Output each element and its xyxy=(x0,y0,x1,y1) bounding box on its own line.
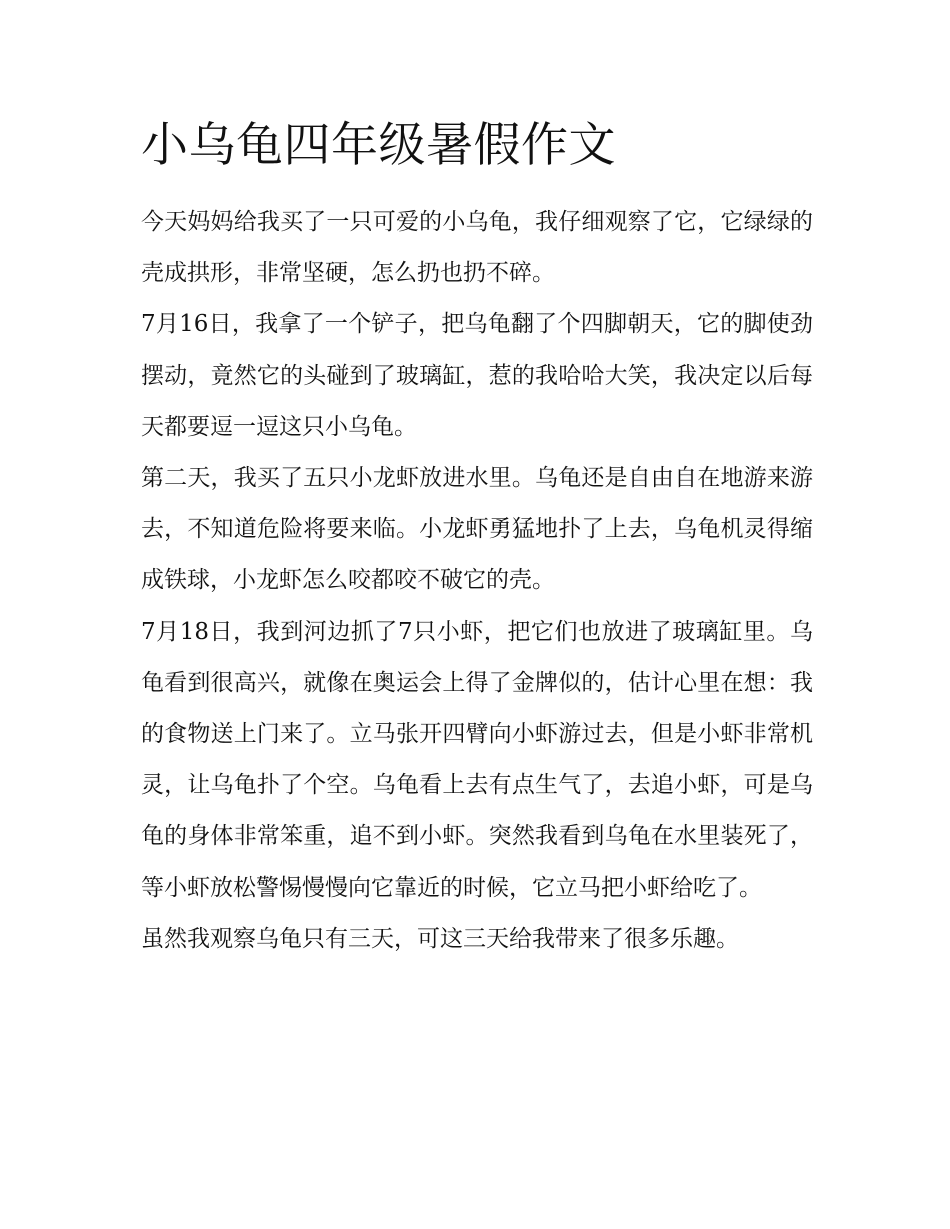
paragraph-2: 7月16日，我拿了一个铲子，把乌龟翻了个四脚朝天，它的脚使劲摆动，竟然它的头碰到了玻璃缸，惹的我哈哈大笑，我决定以后每天都要逗一逗这只小乌龟。 xyxy=(141,311,813,440)
paragraph-1: 今天妈妈给我买了一只可爱的小乌龟，我仔细观察了它，它绿绿的壳成拱形，非常坚硬，怎么扔也扔不碎。 xyxy=(141,209,813,287)
document-title: 小乌龟四年级暑假作文 xyxy=(141,118,616,173)
paragraph-3: 第二天，我买了五只小龙虾放进水里。乌龟还是自由自在地游来游去，不知道危险将要来临。小龙虾勇猛地扑了上去，乌龟机灵得缩成铁球，小龙虾怎么咬都咬不破它的壳。 xyxy=(141,465,813,594)
document-body xyxy=(141,197,813,965)
paragraph-5: 虽然我观察乌龟只有三天，可这三天给我带来了很多乐趣。 xyxy=(141,925,739,952)
paragraph-4: 7月18日，我到河边抓了7只小虾，把它们也放进了玻璃缸里。乌龟看到很高兴，就像在奥运会上得了金牌似的，估计心里在想：我的食物送上门来了。立马张开四臂向小虾游过去，但是小虾非常机灵，让乌龟扑了个空。乌龟看上去有点生气了，去追小虾，可是乌龟的身体非常笨重，追不到小虾。突然我看到乌龟在水里装死了，等小虾放松警惕慢慢向它靠近的时候，它立马把小虾给吃了。 xyxy=(141,618,813,901)
